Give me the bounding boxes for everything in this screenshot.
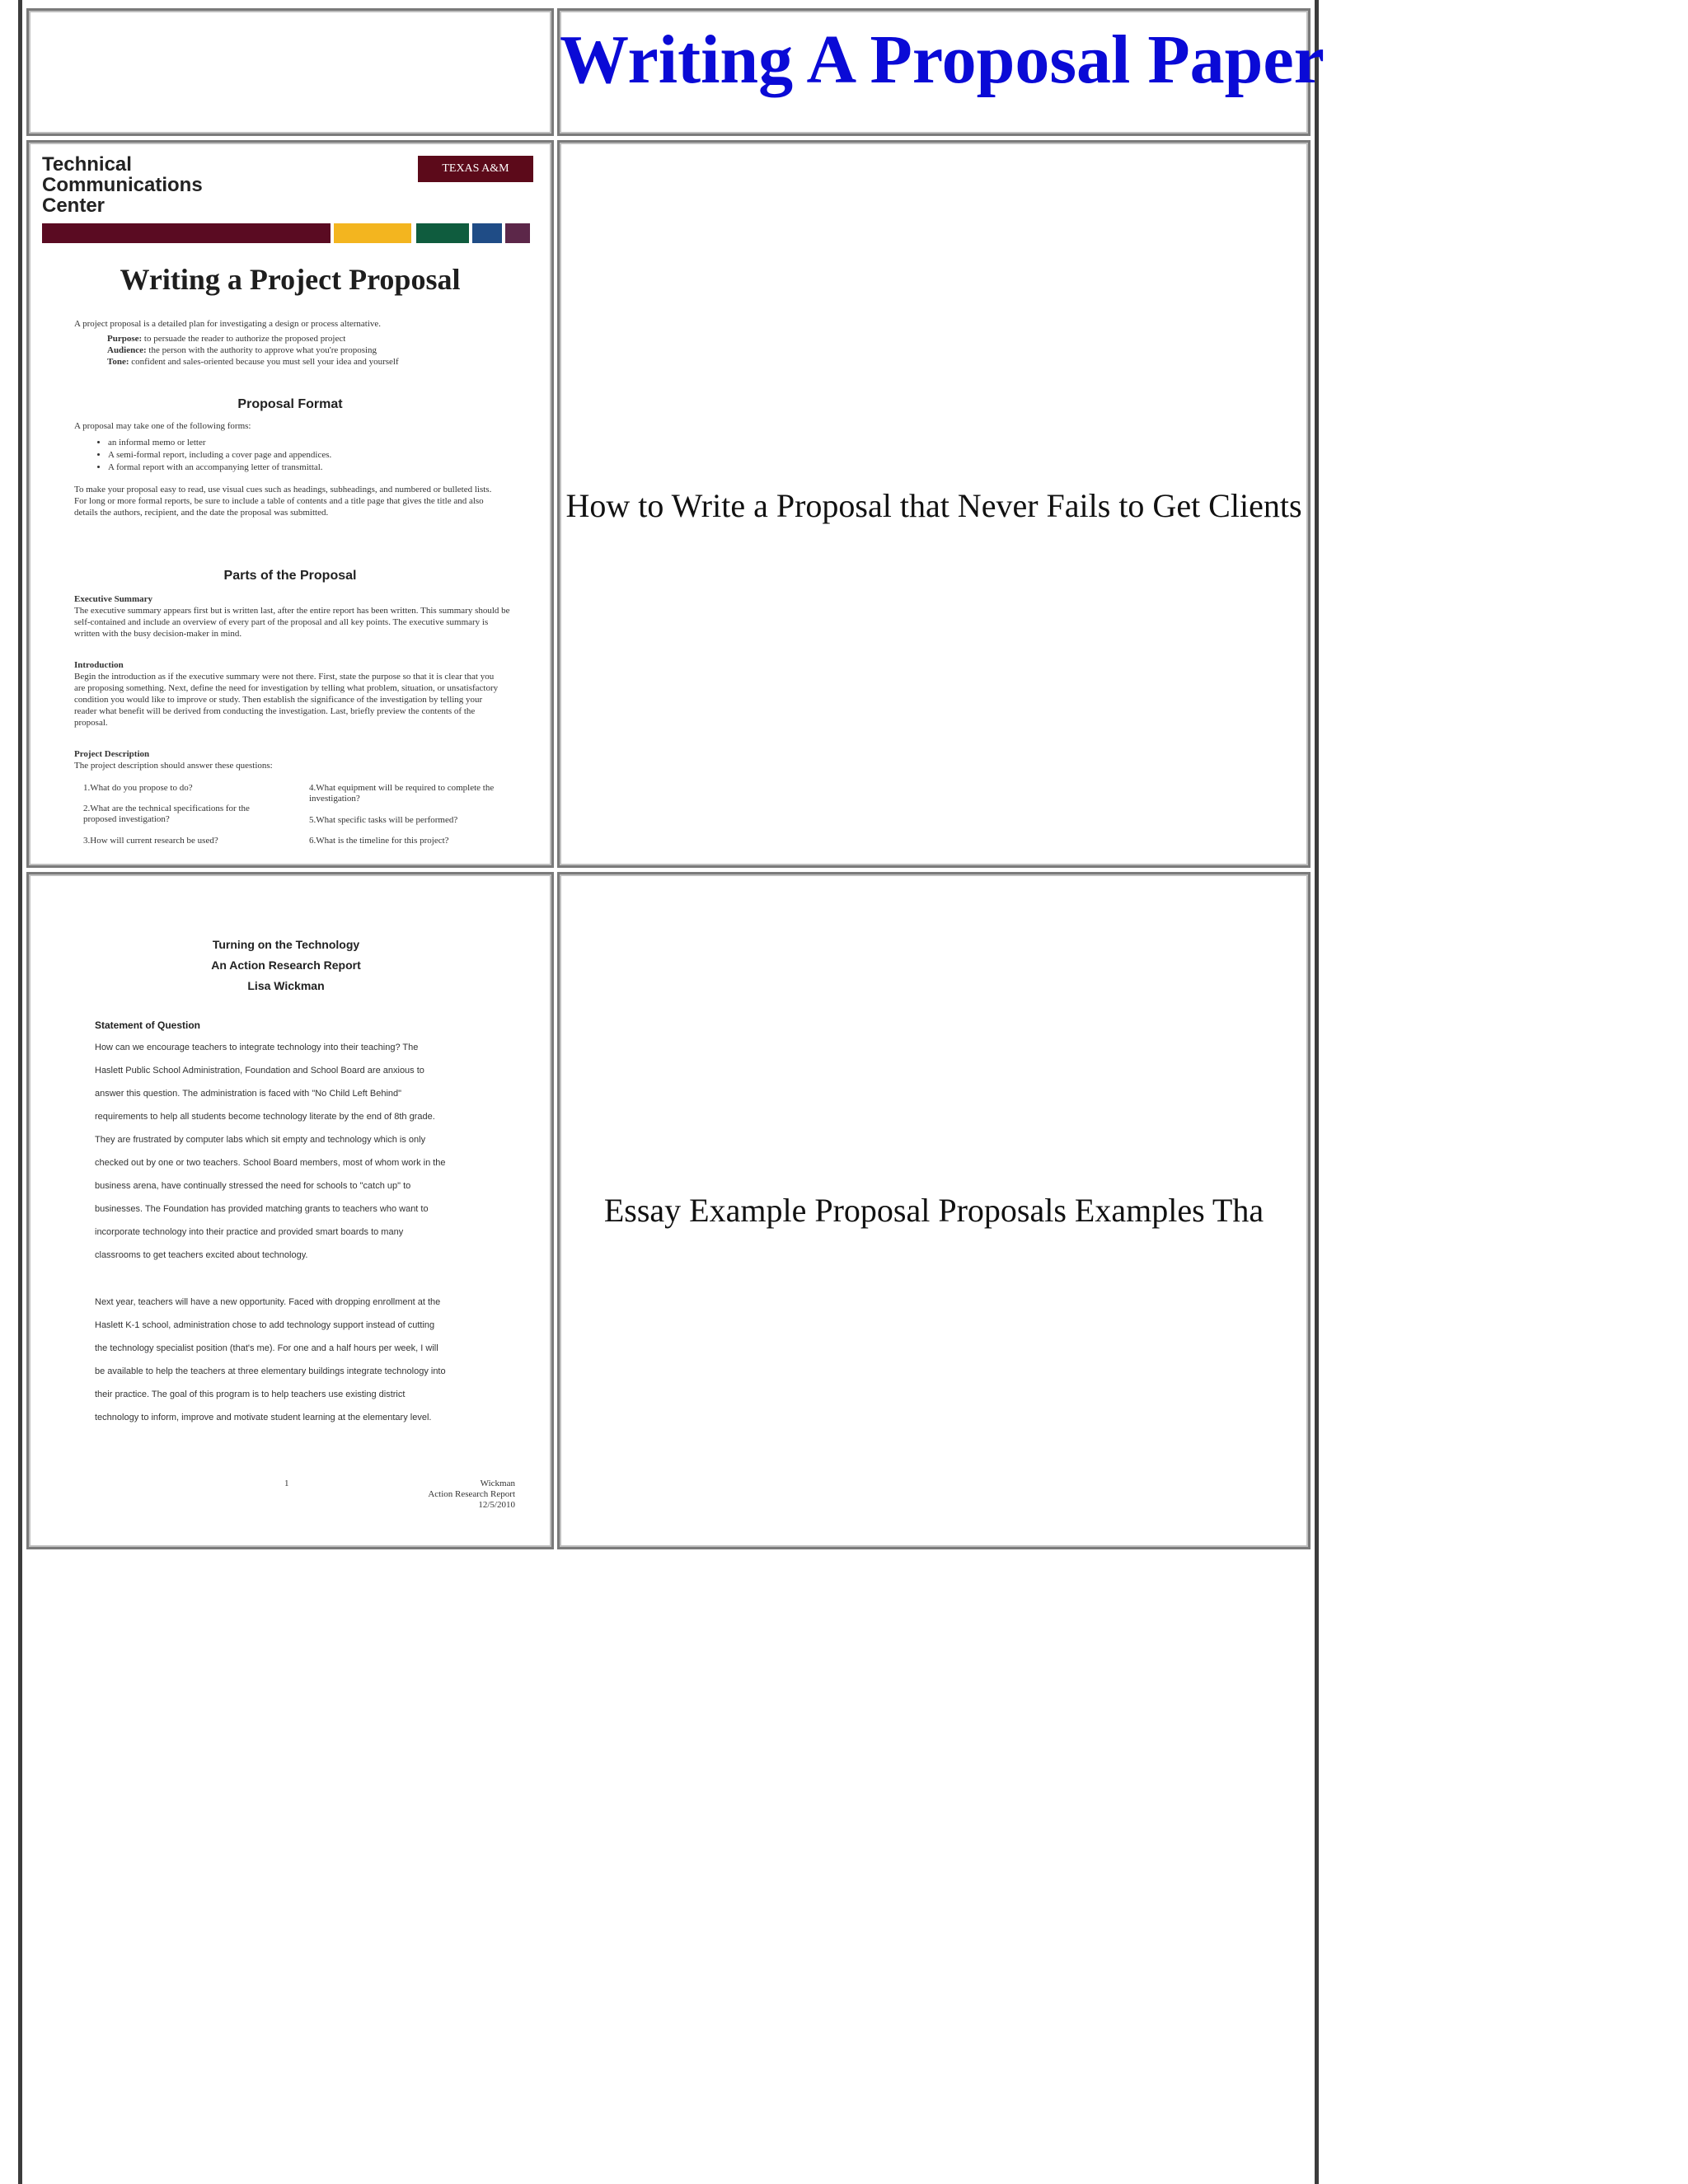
color-bar-3 xyxy=(416,223,469,243)
report-subtitle: An Action Research Report xyxy=(211,958,361,972)
exec-summary-label: Executive Summary xyxy=(74,594,153,604)
report-line: Haslett K-1 school, administration chose to add technology support instead of cutting xyxy=(95,1320,435,1330)
color-bar-5 xyxy=(505,223,530,243)
report-line: incorporate technology into their practice and provided smart boards to many xyxy=(95,1227,404,1237)
report-line: requirements to help all students become technology literate by the end of 8th grade. xyxy=(95,1112,435,1122)
list-item: • an informal memo or letter xyxy=(108,437,537,449)
report-line: Haslett Public School Administration, Foundation and School Board are anxious to xyxy=(95,1066,424,1076)
document-heading: Writing a Project Proposal xyxy=(120,263,461,296)
image-caption[interactable]: Essay Example Proposal Proposals Examples Tha xyxy=(603,1192,1264,1229)
thumbnail-cell-2[interactable] xyxy=(26,872,554,1549)
page-number: 1 xyxy=(284,1479,289,1488)
thumbnail-cell-1[interactable] xyxy=(26,140,554,868)
report-line: Next year, teachers will have a new opportunity. Faced with dropping enrollment at the xyxy=(95,1297,441,1307)
caption-cell-1 xyxy=(557,140,1311,868)
report-line: technology to inform, improve and motivate student learning at the elementary level. xyxy=(95,1413,432,1422)
report-line: They are frustrated by computer labs which sit empty and technology which is only xyxy=(95,1135,426,1145)
question-4: 4.What equipment will be required to complete the investigation? xyxy=(309,783,495,804)
report-line: checked out by one or two teachers. School Board members, most of whom work in the xyxy=(95,1158,446,1168)
format-note: To make your proposal easy to read, use visual cues such as headings, subheadings, and numbered or bulleted lists. For long or more formal reports, be sure to include a table of contents and a title page that gives the title and also details the authors, recipient, and the date the proposal was submitted. xyxy=(74,485,492,518)
research-report-thumbnail[interactable] xyxy=(29,874,551,1547)
list-item: • A semi-formal report, including a cover page and appendices. xyxy=(108,449,537,462)
header-title-cell xyxy=(557,8,1325,136)
report-line: How can we encourage teachers to integrate technology into their teaching? The xyxy=(95,1043,419,1052)
project-description-text: The project description should answer these questions: xyxy=(74,761,273,771)
color-bar-1 xyxy=(42,223,331,243)
proposal-document-thumbnail[interactable] xyxy=(29,143,551,865)
caption-cell-2 xyxy=(557,872,1311,1549)
report-title: Turning on the Technology xyxy=(212,938,360,951)
question-3: 3.How will current research be used? xyxy=(83,836,218,846)
exec-summary-text: The executive summary appears first but is written last, after the entire report has been written. This summary should be self-contained and include an overview of every part of the proposal and all key points. The executive summary is written with the busy decision-maker in mind. xyxy=(74,606,510,639)
list-item: • A formal report with an accompanying letter of transmittal. xyxy=(108,462,537,474)
image-caption[interactable]: How to Write a Proposal that Never Fails to Get Clients xyxy=(565,487,1302,524)
introduction-text: Begin the introduction as if the executive summary were not there. First, state the purpose so that it is clear that you are proposing something. Next, define the need for investigation by telling what problem, situation, or unsatisfactory condition you would like to improve or study. Then establish the significance of the investigation by telling your reader what benefit will be derived from conducting the investigation. Last, briefly preview the contents of the proposal. xyxy=(74,672,499,728)
project-description-label: Project Description xyxy=(74,749,150,759)
report-line: their practice. The goal of this program is to help teachers use existing district xyxy=(95,1390,406,1399)
format-heading: Proposal Format xyxy=(237,397,343,411)
purpose-line: Purpose: to persuade the reader to authorize the proposed project xyxy=(107,334,346,344)
page-title: Writing A Proposal Paper xyxy=(560,21,1325,98)
org-name: Technical Communications Center xyxy=(42,153,203,217)
format-list xyxy=(88,437,537,474)
parts-heading: Parts of the Proposal xyxy=(223,569,357,583)
color-bar-2 xyxy=(334,223,411,243)
color-bar-4 xyxy=(472,223,502,243)
question-1: 1.What do you propose to do? xyxy=(83,783,193,793)
report-author: Lisa Wickman xyxy=(247,979,325,992)
report-line: be available to help the teachers at three elementary buildings integrate technology into xyxy=(95,1366,446,1376)
report-line: classrooms to get teachers excited about technology. xyxy=(95,1250,308,1260)
question-2: 2.What are the technical specifications for the proposed investigation? xyxy=(83,804,250,824)
document-intro: A project proposal is a detailed plan for investigating a design or process alternative. xyxy=(74,319,382,329)
report-line: the technology specialist position (that's me). For one and a half hours per week, I will xyxy=(95,1343,438,1353)
statement-heading: Statement of Question xyxy=(95,1019,201,1031)
report-line: answer this question. The administration is faced with "No Child Left Behind" xyxy=(95,1089,402,1099)
university-logo: TEXAS A&M xyxy=(418,156,533,182)
header-empty-cell xyxy=(26,8,554,136)
report-line: businesses. The Foundation has provided matching grants to teachers who want to xyxy=(95,1204,429,1214)
format-intro: A proposal may take one of the following forms: xyxy=(74,421,251,431)
question-5: 5.What specific tasks will be performed? xyxy=(309,815,458,825)
report-line: business arena, have continually stressed the need for schools to "catch up" to xyxy=(95,1181,411,1191)
question-6: 6.What is the timeline for this project? xyxy=(309,836,449,846)
audience-line: Audience: the person with the authority to approve what you're proposing xyxy=(107,345,377,355)
report-footer: Wickman Action Research Report 12/5/2010 xyxy=(428,1479,515,1510)
introduction-label: Introduction xyxy=(74,660,124,670)
tone-line: Tone: confident and sales-oriented because you must sell your idea and yourself xyxy=(107,357,399,367)
